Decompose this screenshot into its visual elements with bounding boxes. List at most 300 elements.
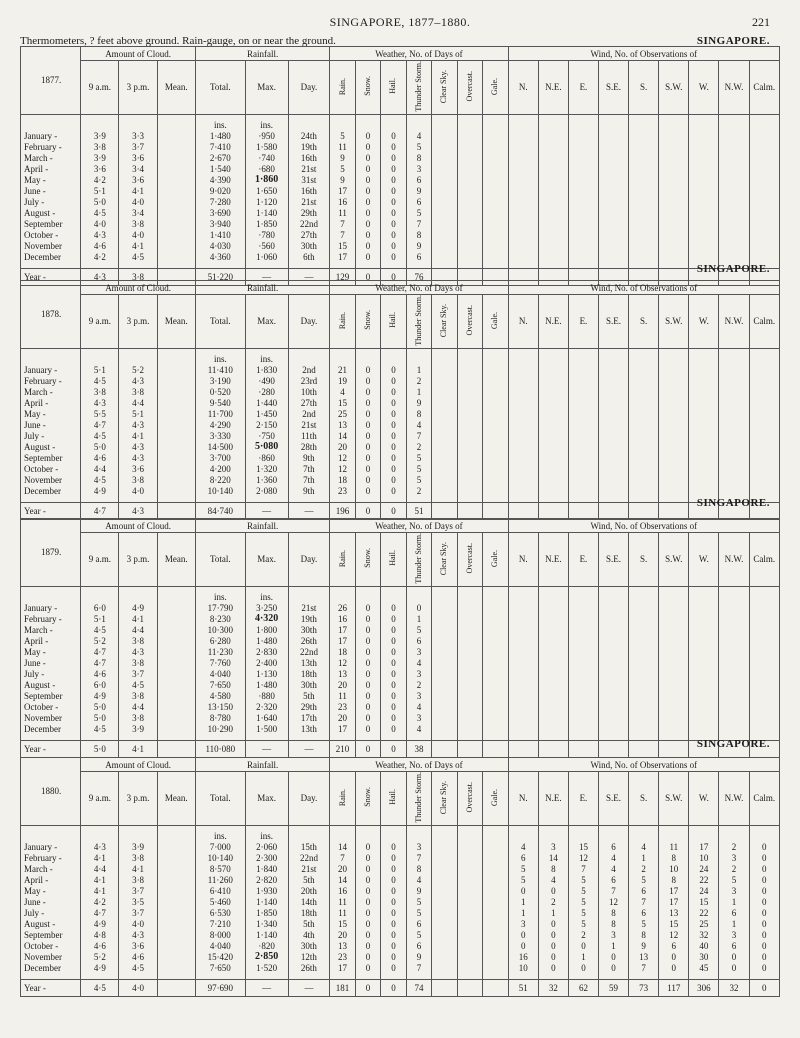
cell-total: 10·290 xyxy=(195,724,245,735)
cell-wind xyxy=(749,724,779,735)
cell-max: ·950 xyxy=(245,131,288,142)
cell-snow: 0 xyxy=(355,702,380,713)
cell-mean xyxy=(157,713,195,724)
cell-wind: 10 xyxy=(689,853,719,864)
blank-cell xyxy=(719,825,749,842)
cell-mean xyxy=(157,930,195,941)
cell-rain: 20 xyxy=(330,864,355,875)
cell-wind: 40 xyxy=(689,941,719,952)
cell-hail: 0 xyxy=(381,853,406,864)
cell-c3: 4·1 xyxy=(119,241,157,252)
cell-wind xyxy=(629,636,659,647)
cell-day: 5th xyxy=(288,919,330,930)
cell-mean xyxy=(157,431,195,442)
blank-cell xyxy=(119,348,157,365)
cell-wind xyxy=(659,420,689,431)
cell-snow: 0 xyxy=(355,175,380,186)
cell-c3: 3·8 xyxy=(119,475,157,486)
cell-wind: 6 xyxy=(629,908,659,919)
cell-wind xyxy=(629,219,659,230)
cell-wind xyxy=(599,219,629,230)
month-label: December xyxy=(21,252,81,263)
cell-max: ·740 xyxy=(245,153,288,164)
cell-clear xyxy=(432,658,457,669)
cell-wind xyxy=(538,175,568,186)
cell-wind xyxy=(568,713,598,724)
cell-wind: 8 xyxy=(599,919,629,930)
rainfall-column-header: Max. xyxy=(245,533,288,587)
cell-day: 16th xyxy=(288,153,330,164)
rainfall-column-header: Max. xyxy=(245,61,288,115)
wind-column-header: S. xyxy=(629,772,659,826)
table-row xyxy=(21,636,780,647)
cell-overcast xyxy=(457,842,482,853)
cell-total: 1·540 xyxy=(195,164,245,175)
month-label: May - xyxy=(21,175,81,186)
wind-column-header: N. xyxy=(508,295,538,349)
cell-wind: 0 xyxy=(749,979,779,996)
table-row xyxy=(21,241,780,252)
cell-clear xyxy=(432,153,457,164)
table-row xyxy=(21,475,780,486)
cell-wind xyxy=(599,230,629,241)
cell-overcast xyxy=(457,376,482,387)
cell-day: 11th xyxy=(288,431,330,442)
cell-c9: 4·6 xyxy=(81,669,119,680)
cell-rain: 11 xyxy=(330,142,355,153)
cell-wind xyxy=(629,740,659,757)
table-row xyxy=(21,713,780,724)
cell-hail: 0 xyxy=(381,603,406,614)
cell-wind xyxy=(629,376,659,387)
cell-gale xyxy=(483,614,509,625)
cell-wind xyxy=(659,724,689,735)
cell-wind xyxy=(689,658,719,669)
cell-mean xyxy=(157,409,195,420)
cell-hail: 0 xyxy=(381,131,406,142)
cell-wind: 0 xyxy=(749,875,779,886)
cell-clear xyxy=(432,680,457,691)
cell-wind xyxy=(659,486,689,497)
cell-total: 4·390 xyxy=(195,175,245,186)
weather-column-header xyxy=(381,772,406,826)
cell-gale xyxy=(483,908,509,919)
cell-hail: 0 xyxy=(381,724,406,735)
cell-thunder: 4 xyxy=(406,702,431,713)
cell-wind xyxy=(568,142,598,153)
weather-column-header xyxy=(432,295,457,349)
cell-hail: 0 xyxy=(381,186,406,197)
cell-max: 1·130 xyxy=(245,669,288,680)
cell-day: 12th xyxy=(288,952,330,963)
cell-c3: 5·2 xyxy=(119,365,157,376)
cell-max: 2·300 xyxy=(245,853,288,864)
cell-wind xyxy=(599,365,629,376)
cell-wind xyxy=(508,658,538,669)
cell-wind: 2 xyxy=(568,930,598,941)
cell-wind xyxy=(568,230,598,241)
cell-day: 9th xyxy=(288,453,330,464)
cell-gale xyxy=(483,230,509,241)
cell-overcast xyxy=(457,241,482,252)
cell-wind: 1 xyxy=(719,919,749,930)
cell-overcast xyxy=(457,941,482,952)
weather-column-label: Rain. xyxy=(337,549,347,567)
cell-wind: 0 xyxy=(508,886,538,897)
blank-cell xyxy=(659,825,689,842)
cell-day: 21st xyxy=(288,420,330,431)
month-label: Year - xyxy=(21,979,81,996)
cell-c3: 3·7 xyxy=(119,669,157,680)
blank-cell xyxy=(568,114,598,131)
cell-rain: 11 xyxy=(330,897,355,908)
cell-wind xyxy=(719,475,749,486)
cell-mean xyxy=(157,908,195,919)
cell-day: 18th xyxy=(288,908,330,919)
cell-wind xyxy=(719,603,749,614)
cell-wind: 17 xyxy=(659,886,689,897)
cell-hail: 0 xyxy=(381,268,406,285)
cell-snow: 0 xyxy=(355,979,380,996)
cell-hail: 0 xyxy=(381,219,406,230)
cell-rain: 5 xyxy=(330,131,355,142)
cell-total: 7·280 xyxy=(195,197,245,208)
weather-column-header xyxy=(457,772,482,826)
cell-gale xyxy=(483,963,509,974)
cell-overcast xyxy=(457,409,482,420)
cell-day: 16th xyxy=(288,186,330,197)
cell-snow: 0 xyxy=(355,164,380,175)
table-row xyxy=(21,164,780,175)
cell-overcast xyxy=(457,230,482,241)
wind-column-header: S.E. xyxy=(599,295,629,349)
cell-wind xyxy=(599,658,629,669)
cell-wind xyxy=(599,669,629,680)
cell-hail: 0 xyxy=(381,864,406,875)
cell-c9: 5·2 xyxy=(81,952,119,963)
cell-mean xyxy=(157,603,195,614)
weather-column-header xyxy=(355,533,380,587)
cell-gale xyxy=(483,886,509,897)
cell-clear xyxy=(432,186,457,197)
table-row xyxy=(21,724,780,735)
cell-wind: 17 xyxy=(689,842,719,853)
cell-wind: 24 xyxy=(689,864,719,875)
cell-clear xyxy=(432,625,457,636)
cell-c3: 4·9 xyxy=(119,603,157,614)
cell-wind: 32 xyxy=(719,979,749,996)
cell-wind xyxy=(629,658,659,669)
cell-wind xyxy=(568,442,598,453)
cell-gale xyxy=(483,625,509,636)
table-row xyxy=(21,842,780,853)
blank-cell xyxy=(538,348,568,365)
cell-thunder: 6 xyxy=(406,175,431,186)
cell-rain: 5 xyxy=(330,164,355,175)
month-label: March - xyxy=(21,625,81,636)
cell-overcast xyxy=(457,853,482,864)
month-label: August - xyxy=(21,919,81,930)
cell-wind xyxy=(719,409,749,420)
cell-wind xyxy=(719,420,749,431)
cell-mean xyxy=(157,365,195,376)
cell-max: 4·320 xyxy=(245,614,288,625)
cell-c9: 5·0 xyxy=(81,713,119,724)
cell-thunder: 76 xyxy=(406,268,431,285)
cell-mean xyxy=(157,897,195,908)
blank-cell xyxy=(508,825,538,842)
cell-clear xyxy=(432,230,457,241)
table-row xyxy=(21,658,780,669)
cell-rain: 13 xyxy=(330,941,355,952)
cell-total: 8·220 xyxy=(195,475,245,486)
unit-label: ins. xyxy=(195,114,245,131)
cell-hail: 0 xyxy=(381,431,406,442)
cell-wind xyxy=(689,230,719,241)
cell-wind xyxy=(719,131,749,142)
cell-snow: 0 xyxy=(355,941,380,952)
blank-cell xyxy=(330,114,355,131)
blank-cell xyxy=(81,348,119,365)
weather-column-header xyxy=(457,533,482,587)
cell-snow: 0 xyxy=(355,842,380,853)
cell-wind xyxy=(568,680,598,691)
cell-day: 6th xyxy=(288,252,330,263)
cell-rain: 18 xyxy=(330,647,355,658)
cell-wind xyxy=(599,614,629,625)
blank-cell xyxy=(689,114,719,131)
cell-snow: 0 xyxy=(355,691,380,702)
blank-cell xyxy=(21,586,81,603)
cloud-column-header: 9 a.m. xyxy=(81,61,119,115)
cell-wind xyxy=(538,740,568,757)
cell-wind xyxy=(689,691,719,702)
cell-wind xyxy=(599,475,629,486)
cloud-column-header: 3 p.m. xyxy=(119,533,157,587)
cell-clear xyxy=(432,387,457,398)
month-label: July - xyxy=(21,908,81,919)
wind-column-header: S.E. xyxy=(599,61,629,115)
cell-wind xyxy=(508,713,538,724)
cell-wind xyxy=(568,164,598,175)
cell-clear xyxy=(432,647,457,658)
cell-gale xyxy=(483,864,509,875)
cell-overcast xyxy=(457,197,482,208)
cell-wind: 4 xyxy=(599,864,629,875)
cell-wind: 6 xyxy=(719,908,749,919)
cell-wind xyxy=(599,252,629,263)
cell-thunder: 9 xyxy=(406,952,431,963)
month-label: August - xyxy=(21,208,81,219)
cell-max: 1·140 xyxy=(245,897,288,908)
cell-clear xyxy=(432,691,457,702)
cell-wind xyxy=(508,724,538,735)
cell-c9: 4·1 xyxy=(81,886,119,897)
month-label: January - xyxy=(21,365,81,376)
cell-clear xyxy=(432,131,457,142)
cell-max: ·860 xyxy=(245,453,288,464)
cell-wind xyxy=(568,636,598,647)
cell-hail: 0 xyxy=(381,486,406,497)
cell-snow: 0 xyxy=(355,680,380,691)
weather-column-label: Clear Sky. xyxy=(439,303,449,337)
wind-column-header: Calm. xyxy=(749,61,779,115)
blank-cell xyxy=(406,825,431,842)
weather-column-label: Overcast. xyxy=(464,71,474,102)
table-row xyxy=(21,186,780,197)
weather-column-header xyxy=(355,61,380,115)
table-row xyxy=(21,919,780,930)
cloud-column-header: 9 a.m. xyxy=(81,533,119,587)
cell-wind xyxy=(689,131,719,142)
cell-hail: 0 xyxy=(381,930,406,941)
cell-rain: 7 xyxy=(330,853,355,864)
rainfall-column-header: Day. xyxy=(288,295,330,349)
blank-cell xyxy=(288,348,330,365)
cell-snow: 0 xyxy=(355,636,380,647)
cell-clear xyxy=(432,963,457,974)
cell-day: 5th xyxy=(288,691,330,702)
cell-wind: 14 xyxy=(538,853,568,864)
cell-rain: 16 xyxy=(330,197,355,208)
cell-wind: 1 xyxy=(538,908,568,919)
month-label: July - xyxy=(21,431,81,442)
cell-clear xyxy=(432,875,457,886)
cell-mean xyxy=(157,486,195,497)
cell-overcast xyxy=(457,930,482,941)
cell-wind: 8 xyxy=(659,853,689,864)
cell-wind: 15 xyxy=(689,897,719,908)
blank-cell xyxy=(659,348,689,365)
cell-wind xyxy=(568,614,598,625)
cell-max: 2·320 xyxy=(245,702,288,713)
cell-max: 1·450 xyxy=(245,409,288,420)
cell-wind xyxy=(568,376,598,387)
cell-wind xyxy=(749,702,779,713)
cell-wind xyxy=(749,658,779,669)
cell-wind xyxy=(659,625,689,636)
cell-wind xyxy=(689,219,719,230)
cell-wind xyxy=(508,197,538,208)
cell-c3: 3·8 xyxy=(119,853,157,864)
weather-column-label: Hail. xyxy=(388,312,398,329)
cell-total: 6·530 xyxy=(195,908,245,919)
cell-wind xyxy=(629,713,659,724)
cell-wind xyxy=(508,164,538,175)
cell-day: 13th xyxy=(288,658,330,669)
cell-wind xyxy=(749,614,779,625)
cell-day: 23rd xyxy=(288,376,330,387)
blank-cell xyxy=(508,348,538,365)
month-label: November xyxy=(21,713,81,724)
cell-clear xyxy=(432,475,457,486)
cell-rain: 25 xyxy=(330,409,355,420)
rainfall-column-header: Total. xyxy=(195,61,245,115)
blank-cell xyxy=(508,586,538,603)
cell-wind xyxy=(599,153,629,164)
month-label: October - xyxy=(21,230,81,241)
cell-wind xyxy=(568,691,598,702)
cell-mean xyxy=(157,691,195,702)
cell-wind: 1 xyxy=(568,952,598,963)
cell-day: 9th xyxy=(288,486,330,497)
cell-thunder: 9 xyxy=(406,398,431,409)
cell-hail: 0 xyxy=(381,952,406,963)
cell-wind xyxy=(719,142,749,153)
cell-day: 13th xyxy=(288,724,330,735)
cell-wind: 0 xyxy=(749,886,779,897)
cell-wind xyxy=(689,252,719,263)
cell-gale xyxy=(483,875,509,886)
cell-hail: 0 xyxy=(381,475,406,486)
cell-hail: 0 xyxy=(381,365,406,376)
cell-clear xyxy=(432,453,457,464)
cell-wind: 7 xyxy=(629,963,659,974)
wind-column-header: N.W. xyxy=(719,772,749,826)
cell-clear xyxy=(432,864,457,875)
cell-gale xyxy=(483,153,509,164)
cell-clear xyxy=(432,952,457,963)
cell-wind: 0 xyxy=(749,919,779,930)
cell-day: 7th xyxy=(288,475,330,486)
wind-column-header: W. xyxy=(689,772,719,826)
cell-wind xyxy=(659,219,689,230)
weather-column-label: Clear Sky. xyxy=(439,780,449,814)
cell-wind xyxy=(749,680,779,691)
cell-wind xyxy=(749,175,779,186)
unit-label: ins. xyxy=(245,586,288,603)
cell-day: 17th xyxy=(288,713,330,724)
cell-overcast xyxy=(457,864,482,875)
cell-wind xyxy=(568,365,598,376)
weather-column-label: Hail. xyxy=(388,789,398,806)
cell-clear xyxy=(432,142,457,153)
cell-overcast xyxy=(457,398,482,409)
cell-thunder: 5 xyxy=(406,208,431,219)
cell-wind xyxy=(538,647,568,658)
cell-wind xyxy=(568,398,598,409)
weather-column-label: Rain. xyxy=(337,788,347,806)
unit-label: ins. xyxy=(245,114,288,131)
cell-total: 4·200 xyxy=(195,464,245,475)
cell-snow: 0 xyxy=(355,398,380,409)
cell-mean xyxy=(157,230,195,241)
cell-c9: 3·8 xyxy=(81,387,119,398)
cell-day: 30th xyxy=(288,680,330,691)
cell-total: 11·700 xyxy=(195,409,245,420)
cell-wind xyxy=(629,420,659,431)
cell-rain: 7 xyxy=(330,219,355,230)
cell-wind xyxy=(599,142,629,153)
cell-wind xyxy=(599,420,629,431)
month-label: January - xyxy=(21,842,81,853)
cell-overcast xyxy=(457,875,482,886)
cell-wind xyxy=(508,420,538,431)
cell-c9: 4·5 xyxy=(81,724,119,735)
cell-max: 1·800 xyxy=(245,625,288,636)
cell-wind xyxy=(749,131,779,142)
cell-max: ·820 xyxy=(245,941,288,952)
blank-cell xyxy=(749,825,779,842)
table-row xyxy=(21,930,780,941)
cell-c9: 4·7 xyxy=(81,647,119,658)
cell-wind xyxy=(568,658,598,669)
cell-day: 30th xyxy=(288,625,330,636)
cell-hail: 0 xyxy=(381,691,406,702)
cell-wind xyxy=(719,208,749,219)
cell-wind: 5 xyxy=(629,919,659,930)
month-label: September xyxy=(21,453,81,464)
